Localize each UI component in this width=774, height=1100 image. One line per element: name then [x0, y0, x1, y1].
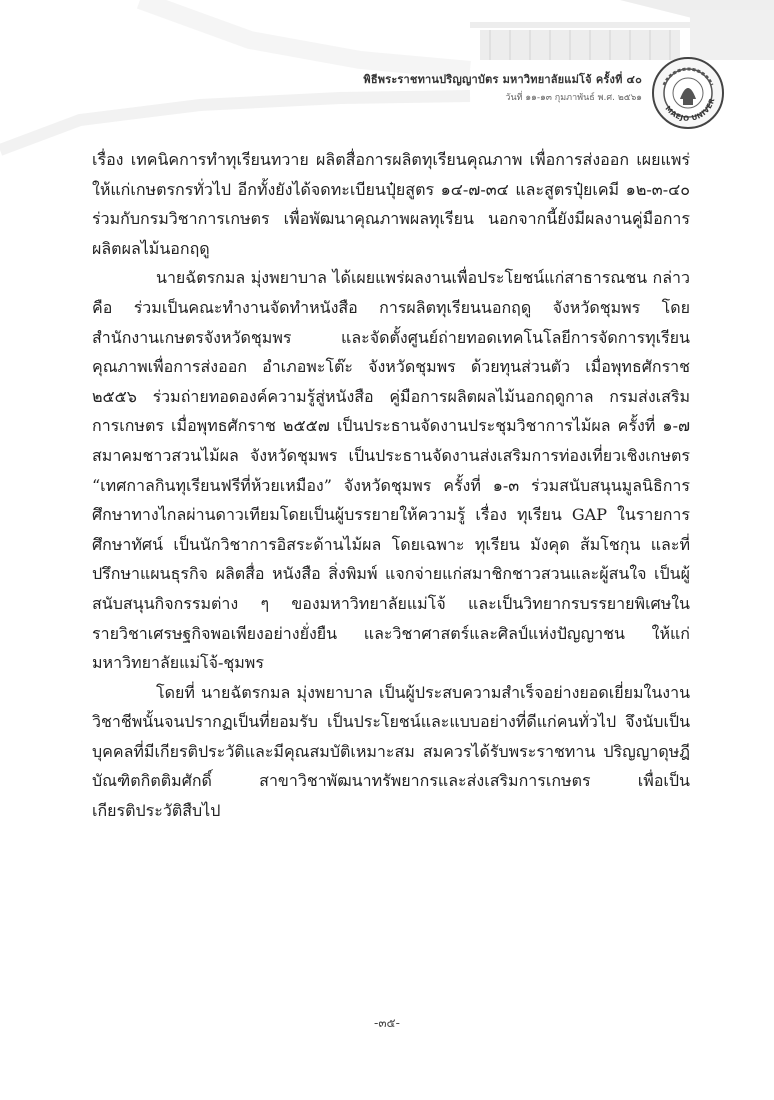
- ceremony-header: [363, 70, 642, 104]
- paragraph-3: โดยที่ นายฉัตรกมล มุ่งพยาบาล เป็นผู้ประสบความสำเร็จอย่างยอดเยี่ยมในงานวิชาชีพนั้นจนปรากฏเป็นที่ยอมรับ เป็นประโยชน์และแบบอย่างที่ดีแก่คนทั่วไป จึงนับเป็นบุคคลที่มีเกียรติประวัติและมีคุณสมบัติเหมาะสม สมควรได้รับพระราชทาน ปริญญาดุษฎีบัณฑิตกิตติมศักดิ์ สาขาวิชาพัฒนาทรัพยากรและส่งเสริมการเกษตร เพื่อเป็นเกียรติประวัติสืบไป: [92, 682, 690, 821]
- citation-body: [92, 145, 690, 826]
- svg-text:MAEJO UNIVERSITY: MAEJO UNIVER: [663, 97, 717, 123]
- paragraph-2: นายฉัตรกมล มุ่งพยาบาล ได้เผยแพร่ผลงานเพื่อประโยชน์แก่สาธารณชน กล่าวคือ ร่วมเป็นคณะทำงานจัดทำหนังสือ การผลิตทุเรียนนอกฤดู จังหวัดชุมพร โดยสำนักงานเกษตรจังหวัดชุมพร และจัดตั้งศูนย์ถ่ายทอดเทคโนโลยีการจัดการทุเรียนคุณภาพเพื่อการส่งออก อำเภอพะโต๊ะ จังหวัดชุมพร ด้วยทุนส่วนตัว เมื่อพุทธศักราช ๒๕๕๖ ร่วมถ่ายทอดองค์ความรู้สู่หนังสือ คู่มือการผลิตผลไม้นอกฤดูกาล กรมส่งเสริมการเกษตร เมื่อพุทธศักราช ๒๕๕๗ เป็นประธานจัดงานประชุมวิชาการไม้ผล ครั้งที่ ๑-๗ สมาคมชาวสวนไม้ผล จังหวัดชุมพร เป็นประธานจัดงานส่งเสริมการท่องเที่ยวเชิงเกษตร “เทศกาลกินทุเรียนฟรีที่ห้วยเหมือง” จังหวัดชุมพร ครั้งที่ ๑-๓ ร่วมสนับสนุนมูลนิธิการศึกษาทางไกลผ่านดาวเทียมโดยเป็นผู้บรรยายให้ความรู้ เรื่อง ทุเรียน GAP ในรายการศึกษาทัศน์ เป็นนักวิชาการอิสระด้านไม้ผล โดยเฉพาะ ทุเรียน มังคุด ส้มโชกุน และที่ปรึกษาแผนธุรกิจ ผลิตสื่อ หนังสือ สิ่งพิมพ์ แจกจ่ายแก่สมาชิกชาวสวนและผู้สนใจ เป็นผู้สนับสนุนกิจกรรมต่าง ๆ ของมหาวิทยาลัยแม่โจ้ และเป็นวิทยากรบรรยายพิเศษในรายวิชาเศรษฐกิจพอเพียงอย่างยั่งยืน และวิชาศาสตร์และศิลป์แห่งปัญญาชน ให้แก่มหาวิทยาลัยแม่โจ้-ชุมพร: [92, 268, 690, 673]
- university-seal-logo: [650, 55, 726, 131]
- ceremony-title: พิธีพระราชทานปริญญาบัตร มหาวิทยาลัยแม่โจ้ ครั้งที่ ๔๐: [363, 73, 642, 86]
- page-number: -๓๕-: [374, 1016, 400, 1030]
- paragraph-1: เรื่อง เทคนิคการทำทุเรียนทวาย ผลิตสื่อการผลิตทุเรียนคุณภาพ เพื่อการส่งออก เผยแพร่ให้แก่เกษตรกรทั่วไป อีกทั้งยังได้จดทะเบียนปุ๋ยสูตร ๑๔-๗-๓๔ และสูตรปุ๋ยเคมี ๑๒-๓-๔๐ ร่วมกับกรมวิชาการเกษตร เพื่อพัฒนาคุณภาพผลทุเรียน นอกจากนี้ยังมีผลงานคู่มือการผลิตผลไม้นอกฤดู: [92, 150, 690, 258]
- ceremony-date: วันที่ ๑๑-๑๓ กุมภาพันธ์ พ.ศ. ๒๕๖๑: [505, 93, 642, 103]
